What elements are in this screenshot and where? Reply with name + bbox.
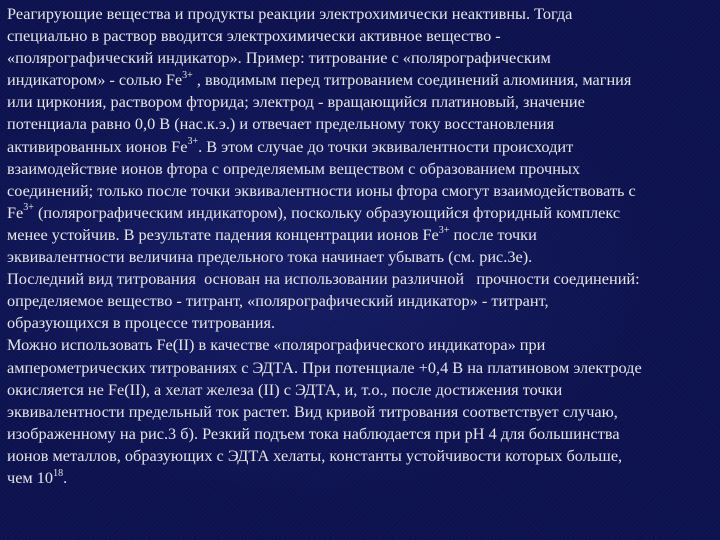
text-segment: или циркония, раствором фторида; электрод - вращающийся платиновый, значение (7, 92, 585, 112)
text-segment: . В этом случае до точки эквивалентности происходит (198, 136, 574, 156)
text-segment: индикатором» - солью Fe (7, 70, 183, 90)
text-segment: Последний вид титрования основан на использовании различной прочности соединений: (7, 269, 640, 289)
superscript: 3+ (438, 224, 450, 236)
text-line (7, 290, 717, 312)
text-segment: ионов металлов, образующих с ЭДТА хелаты, константы устойчивости которых больше, (7, 445, 623, 465)
text-line (7, 180, 717, 202)
text-segment: амперометрических титрованиях с ЭДТА. При потенциале +0,4 В на платиновом электроде (7, 357, 642, 377)
text-segment: Реагирующие вещества и продукты реакции электрохимически неактивны. Тогда (7, 4, 573, 23)
text-segment: Fe (7, 202, 24, 222)
text-segment: эквивалентности предельный ток растет. Вид кривой титрования соответствует случаю, (7, 401, 618, 421)
text-segment: чем 10 (7, 467, 54, 487)
text-line (7, 113, 717, 135)
text-line (7, 246, 717, 268)
text-line (7, 312, 717, 334)
text-segment: потенциала равно 0,0 В (нас.к.э.) и отвечает предельному току восстановления (7, 114, 555, 134)
text-line (7, 401, 717, 423)
text-line (7, 334, 717, 356)
text-segment: , вводимым перед титрованием соединений алюминия, магния (192, 70, 632, 90)
text-line (7, 158, 717, 180)
text-line (7, 69, 717, 91)
text-line (7, 47, 717, 69)
superscript: 3+ (187, 136, 199, 148)
text-segment: (полярографическим индикатором), поскольку образующийся фторидный комплекс (33, 202, 621, 222)
text-segment: изображенному на рис.3 б). Резкий подъем тока наблюдается при рН 4 для большинства (7, 423, 620, 443)
text-segment: Можно использовать Fe(II) в качестве «полярографического индикатора» при (7, 335, 546, 355)
text-line (7, 25, 717, 47)
text-line (7, 357, 717, 379)
text-segment: эквивалентности величина предельного тока начинает убывать (см. рис.3е). (7, 247, 533, 267)
text-line (7, 423, 717, 445)
text-segment: после точки (449, 224, 537, 244)
text-line (7, 224, 717, 246)
superscript: 18 (53, 467, 64, 479)
text-segment: специально в раствор вводится электрохимически активное вещество - (7, 26, 501, 46)
text-segment: соединений; только после точки эквивалентности ионы фтора смогут взаимодействовать с (7, 180, 636, 200)
superscript: 3+ (23, 202, 34, 214)
text-line (7, 467, 717, 489)
text-segment: «полярографический индикатор». Пример: титрование с «полярографическим (7, 48, 551, 68)
superscript: 3+ (182, 69, 193, 81)
text-segment: активированных ионов Fe (7, 136, 188, 156)
text-line (7, 379, 717, 401)
text-line (7, 91, 717, 113)
text-line (7, 268, 717, 290)
text-line (7, 136, 717, 158)
text-line (7, 202, 717, 224)
text-line (7, 3, 717, 25)
body-text (7, 3, 717, 489)
text-segment: образующихся в процессе титрования. (7, 313, 276, 333)
text-segment: менее устойчив. В результате падения концентрации ионов Fe (7, 224, 439, 244)
text-segment: определяемое вещество - титрант, «полярографический индикатор» - титрант, (7, 291, 549, 311)
text-segment: окисляется не Fe(II), а хелат железа (II) с ЭДТА, и, т.о., после достижения точки (7, 379, 563, 399)
text-segment: . (63, 467, 68, 487)
text-line (7, 445, 717, 467)
text-segment: взаимодействие ионов фтора с определяемым веществом с образованием прочных (7, 158, 581, 178)
